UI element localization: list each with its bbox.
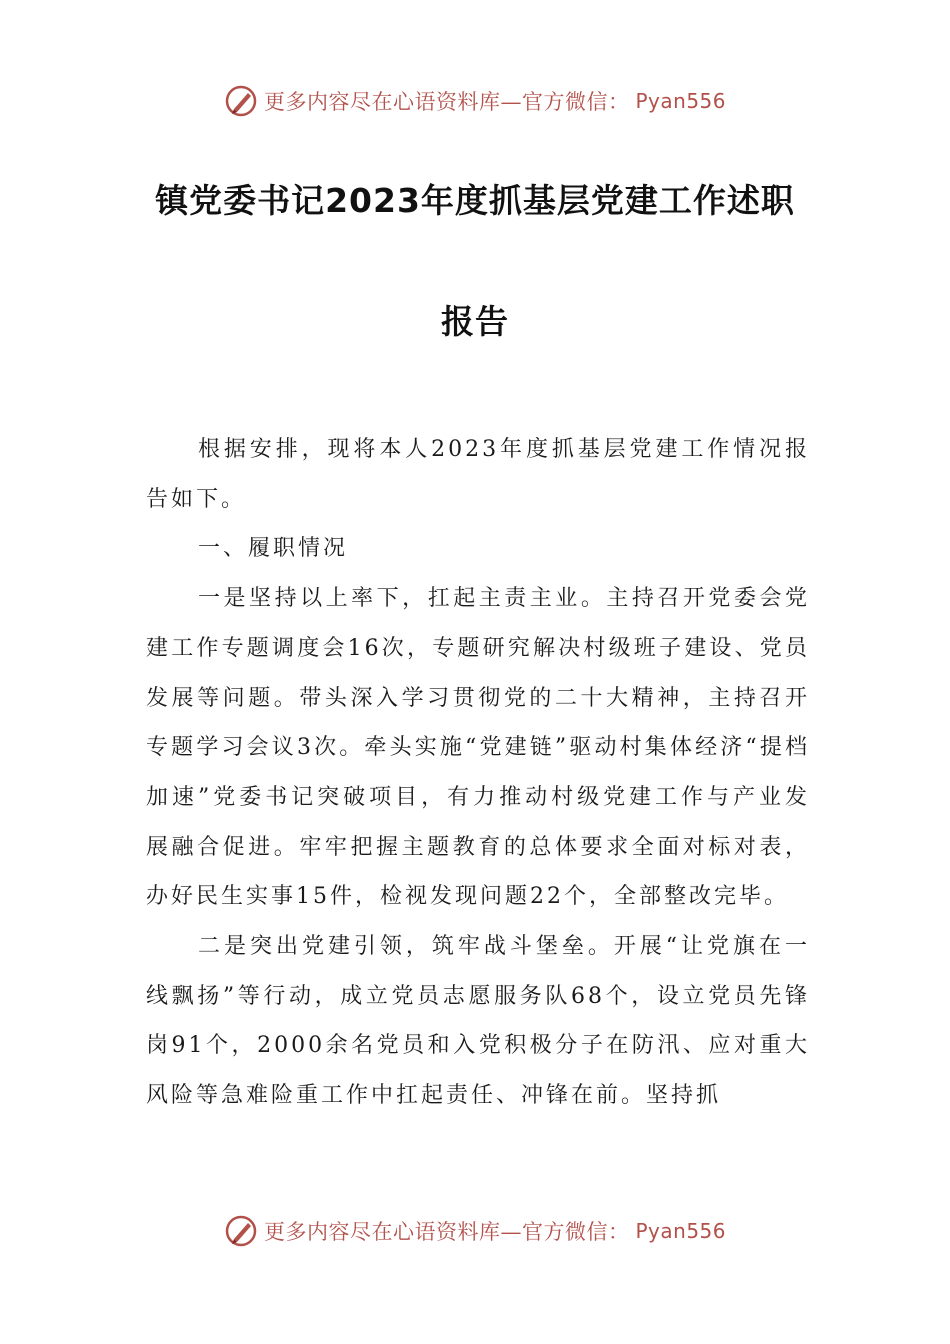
watermark-text: 更多内容尽在心语资料库—官方微信： [263,90,630,114]
watermark-footer [0,1214,950,1248]
document-title-line1: 镇党委书记2023年度抓基层党建工作述职 [155,181,795,220]
watermark-wechat-id: Pyan556 [635,89,726,113]
document-body [146,425,810,1121]
document-title-line2: 报告 [441,302,509,341]
paragraph-2: 二是突出党建引领，筑牢战斗堡垒。开展“让党旗在一线飘扬”等行动，成立党员志愿服务队68个，设立党员先锋岗91个，2000余名党员和入党积极分子在防汛、应对重大风险等急难险重工作中扛起责任、冲锋在前。坚持抓 [146,934,810,1109]
pen-logo-icon [224,84,258,118]
paragraph-intro: 根据安排，现将本人2023年度抓基层党建工作情况报告如下。 [146,437,810,512]
section-heading: 一、履职情况 [198,536,349,562]
paragraph-1: 一是坚持以上率下，扛起主责主业。主持召开党委会党建工作专题调度会16次，专题研究解决村级班子建设、党员发展等问题。带头深入学习贯彻党的二十大精神，主持召开专题学习会议3次。牵头实施“党建链”驱动村集体经济“提档加速”党委书记突破项目，有力推动村级党建工作与产业发展融合促进。牢牢把握主题教育的总体要求全面对标对表，办好民生实事15件，检视发现问题22个，全部整改完毕。 [146,586,810,910]
pen-logo-icon [224,1214,258,1248]
watermark-text: 更多内容尽在心语资料库—官方微信： [263,1220,630,1244]
watermark-header [0,84,950,118]
watermark-wechat-id: Pyan556 [635,1219,726,1243]
